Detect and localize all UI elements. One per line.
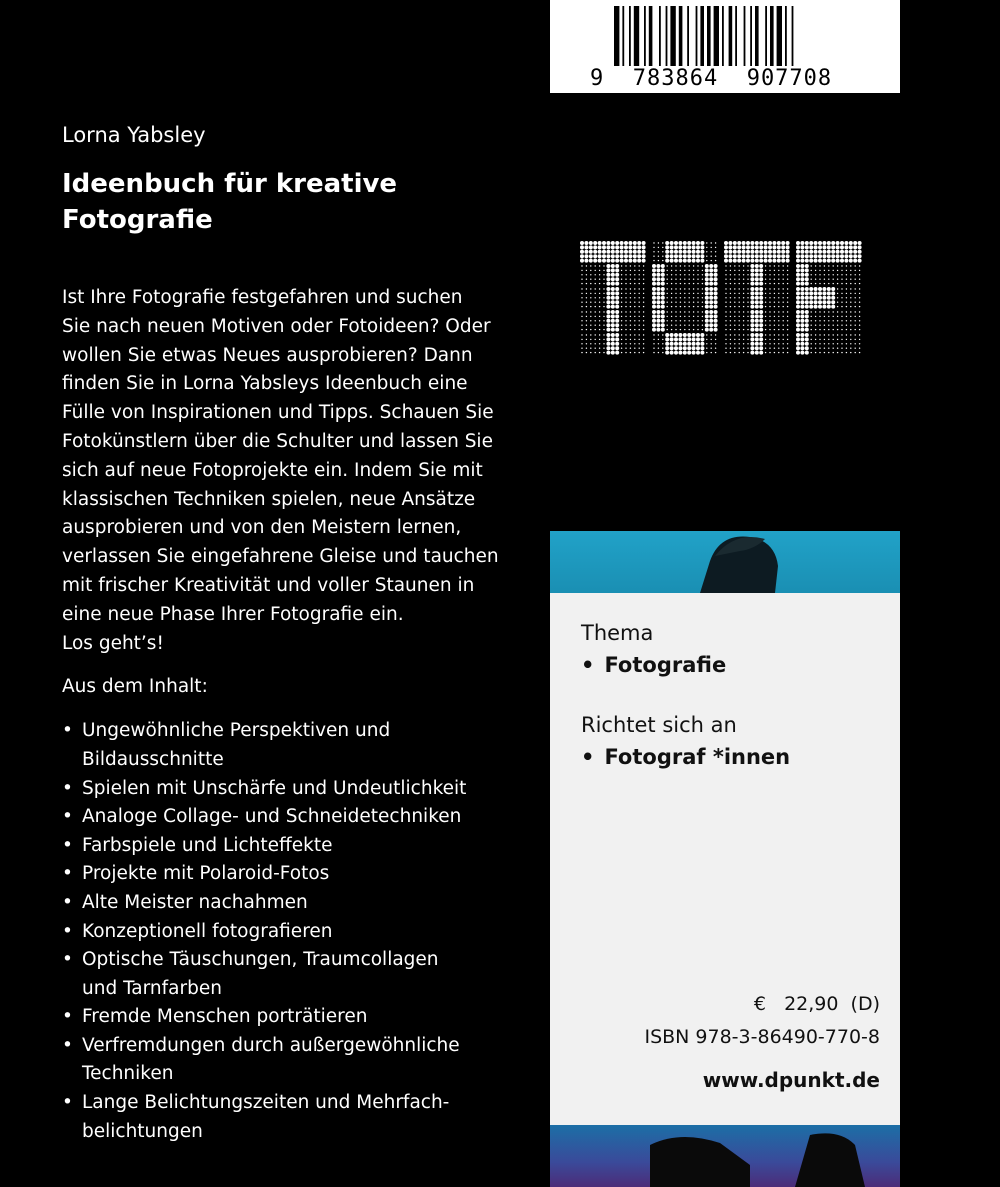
- contents-item-line: Fremde Menschen porträtieren: [82, 1006, 368, 1028]
- barcode-bars: [614, 6, 854, 66]
- blurb-line: verlassen Sie eingefahrene Gleise und tauchen: [62, 546, 499, 568]
- contents-list: [62, 717, 522, 1146]
- portrait-silhouette: [550, 531, 900, 593]
- blurb-line: mit frischer Kreativität und voller Staunen in: [62, 574, 475, 596]
- contents-heading: Aus dem Inhalt:: [62, 676, 208, 698]
- contents-item-line: Analoge Collage- und Schneidetechniken: [82, 806, 462, 828]
- contents-item-line: belichtungen: [82, 1120, 203, 1142]
- contents-item: [62, 1089, 522, 1146]
- barcode-digits: 9 783864 907708: [590, 66, 833, 91]
- cover-photo-top: [550, 531, 900, 593]
- price: € 22,90 (D): [753, 993, 880, 1015]
- topic-label: Thema: [581, 621, 654, 645]
- isbn: ISBN 978-3-86490-770-8: [644, 1026, 880, 1048]
- audience-text: Fotograf *innen: [604, 745, 791, 769]
- contents-item-line: Spielen mit Unschärfe und Undeutlichkeit: [82, 777, 467, 799]
- publisher-logo: [580, 240, 870, 358]
- audience-label: Richtet sich an: [581, 713, 737, 737]
- contents-item: [62, 889, 522, 918]
- contents-item: [62, 860, 522, 889]
- bullet: •: [581, 653, 595, 677]
- contents-item: [62, 717, 522, 774]
- contents-item-line: Verfremdungen durch außergewöhnliche: [82, 1034, 460, 1056]
- blurb-line: finden Sie in Lorna Yabsleys Ideenbuch eine: [62, 373, 468, 395]
- contents-item: [62, 1032, 522, 1089]
- blurb-line: Fotokünstlern über die Schulter und lassen Sie: [62, 430, 493, 452]
- audience-value: [581, 745, 790, 769]
- contents-item-line: Lange Belichtungszeiten und Mehrfach-: [82, 1092, 450, 1114]
- blurb-line: ausprobieren und von den Meistern lernen,: [62, 517, 462, 539]
- contents-item-line: Optische Täuschungen, Traumcollagen: [82, 949, 439, 971]
- contents-item-line: Ungewöhnliche Perspektiven und: [82, 720, 391, 742]
- contents-item-line: Konzeptionell fotografieren: [82, 920, 333, 942]
- contents-item: [62, 832, 522, 861]
- book-title: Ideenbuch für kreative Fotografie: [62, 169, 398, 235]
- shoes-silhouette: [550, 1125, 900, 1187]
- blurb-line: eine neue Phase Ihrer Fotografie ein.: [62, 603, 404, 625]
- contents-item-line: Alte Meister nachahmen: [82, 891, 308, 913]
- blurb-line: Ist Ihre Fotografie festgefahren und suchen: [62, 287, 463, 308]
- author-name: Lorna Yabsley: [62, 123, 206, 147]
- bullet: •: [581, 745, 595, 769]
- contents-item-line: Techniken: [82, 1063, 174, 1085]
- blurb: [62, 284, 522, 658]
- contents-item-line: Farbspiele und Lichteffekte: [82, 834, 333, 856]
- barcode: [550, 0, 900, 93]
- topic-value: [581, 653, 726, 677]
- back-cover-text: [62, 120, 522, 1146]
- contents-item-line: und Tarnfarben: [82, 977, 222, 999]
- blurb-line: Los geht’s!: [62, 632, 164, 654]
- website-link[interactable]: www.dpunkt.de: [702, 1068, 880, 1092]
- contents-item: [62, 918, 522, 947]
- contents-item: [62, 946, 522, 1003]
- contents-item: [62, 775, 522, 804]
- blurb-line: wollen Sie etwas Neues ausprobieren? Dann: [62, 344, 473, 366]
- blurb-line: klassischen Techniken spielen, neue Ansätze: [62, 488, 476, 510]
- contents-item-line: Bildausschnitte: [82, 748, 224, 770]
- blurb-line: Fülle von Inspirationen und Tipps. Schauen Sie: [62, 402, 494, 424]
- contents-item-line: Projekte mit Polaroid-Fotos: [82, 863, 330, 885]
- contents-item: [62, 803, 522, 832]
- blurb-line: sich auf neue Fotoprojekte ein. Indem Sie mit: [62, 459, 483, 481]
- cover-photo-bottom: [550, 1125, 900, 1187]
- contents-item: [62, 1003, 522, 1032]
- topic-text: Fotografie: [604, 653, 727, 677]
- info-box: [550, 593, 900, 1125]
- blurb-line: Sie nach neuen Motiven oder Fotoideen? Oder: [62, 315, 491, 337]
